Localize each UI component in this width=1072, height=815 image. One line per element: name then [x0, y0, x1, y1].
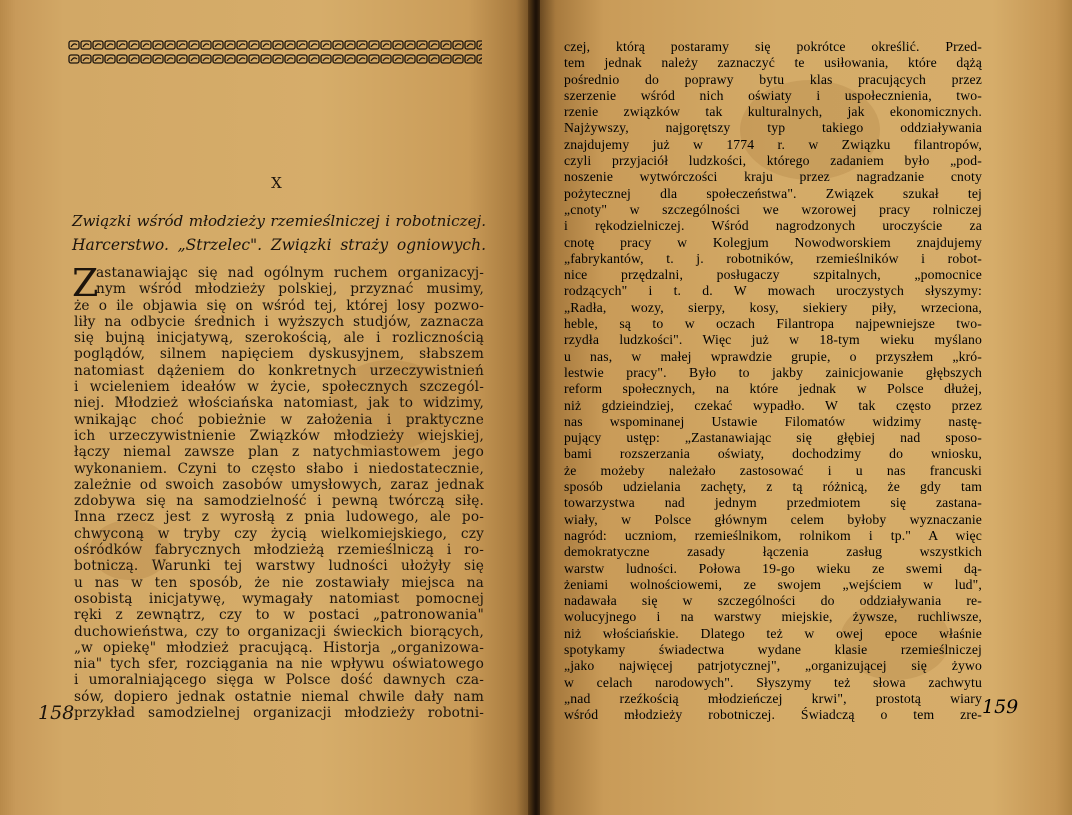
text-line: u nas w ten sposób, że nie zostawiały miejsca na [74, 574, 484, 591]
text-line: „fabrykantów, t. j. robotników, rzemieślników i robot- [564, 250, 982, 266]
left-page-body [72, 261, 484, 722]
text-line: szerzenie wśród nich oświaty i uspołecznienia, two- [564, 87, 982, 103]
text-line: ośródków fabrycznych młodzieżą rzemieślniczą i ro- [74, 542, 484, 559]
text-line: się bujną inicjatywą, szerokością, ale i rozlicznością [74, 330, 484, 347]
text-line: „cnoty" w szczególności we wzorowej pracy rolniczej [564, 201, 982, 217]
text-line: czyli przyjaciół ludzkości, którego zadaniem było „pod- [564, 153, 982, 169]
text-line: niż włościańskie. Dlatego też w owej epoce właśnie [564, 625, 982, 641]
text-line: „Radła, wozy, sierpy, kosy, siekiery piły, wrzeciona, [564, 299, 982, 315]
text-line: spotykamy świadectwa wydane klasie rzemieślniczej [564, 641, 982, 657]
ornament-border-top [68, 40, 482, 50]
text-line: Najżywszy, najgorętszy typ takiego oddziaływania [564, 120, 982, 136]
text-line: czej, którą postaramy się pokrótce określić. Przed- [564, 39, 982, 54]
text-line: wolucyjnego i na warstwy miejskie, żywsze, ruchliwsze, [564, 609, 982, 625]
text-line: demokratyczne zasady łączenia zasług wszystkich [564, 544, 982, 560]
right-page-body [564, 39, 982, 723]
text-line: Inna rzecz jest z wyrosłą z pnia ludowego, ale po- [74, 509, 484, 526]
page-number-right: 159 [982, 696, 1019, 718]
text-line: „w opiekę" młodzież pracującą. Historja „organizowa- [74, 639, 484, 656]
text-line: „nad rzeźkością młodzieńczej krwi", prostotą wiary [564, 690, 982, 706]
text-line: poglądów, silnem napięciem dyskusyjnem, słabszem [74, 346, 484, 363]
text-line: lestwie pracy". Było to jakby zainicjowanie głębszych [564, 364, 982, 380]
text-line: natomiast dążeniem do konkretnych urzeczywistnień [74, 362, 484, 379]
text-line: zdobywa się na samodzielność i pewną twórczą siłę. [74, 493, 484, 510]
text-line: botniczą. Warunki tej warstwy ludności ułożyły się [74, 558, 484, 575]
text-line: osobistą inicjatywę, wymagały natomiast pomocnej [74, 590, 484, 607]
drop-cap: Z [72, 261, 99, 305]
text-line: niej. Młodzież włościańska natomiast, jak to widzimy, [74, 395, 484, 412]
text-line: że możeby należało zastosować i u nas francuski [564, 462, 982, 478]
text-line: wykonaniem. Czyni to często słabo i niedostatecznie, [74, 460, 484, 477]
text-line: i umoralniającego sięga w Polsce dość dawnych cza- [74, 672, 484, 689]
page-number-left: 158 [38, 702, 75, 724]
text-line: przykład samodzielnej organizacji młodzieży robotni- [74, 705, 484, 722]
chapter-title-line-1: Związki wśród młodzieży rzemieślniczej i robotniczej. [72, 212, 486, 230]
text-line: warstw ludności. Połowa 19-go wieku ze swemi dą- [564, 560, 982, 576]
text-line: reform społecznych, na które jednak w Polsce dłużej, [564, 381, 982, 397]
text-line: i wcieleniem ideałów w życie, społecznych szczegól- [74, 379, 484, 396]
text-line: towarzystwa nad jednym przedmiotem się zastana- [564, 495, 982, 511]
text-line: wiały, w Polsce głównym celem byłoby wyznaczanie [564, 511, 982, 527]
ornament-border-bottom [68, 54, 482, 64]
text-line: niż gdzieindziej, czekać wypadło. W tak często przez [564, 397, 982, 413]
text-line: rodzących" i t. d. W mowach uroczystych słyszymy: [564, 283, 982, 299]
text-line: nym wśród młodzieży polskiej, przyznać musimy, [96, 281, 484, 298]
text-line: żeniami wolnościowemi, ze swojem „wejściem w lud", [564, 576, 982, 592]
text-line: że o ile objawia się on wśród tej, której losy pozwo- [74, 297, 484, 314]
text-line: sposób udzielania zachęty, z tą różnicą, że gdy tam [564, 479, 982, 495]
text-line: pożytecznej dla społeczeństwa". Związek szukał tej [564, 185, 982, 201]
text-line: bami rozszerzania oświaty, dochodzimy do wniosku, [564, 446, 982, 462]
text-line: „jako najwięcej patrjotycznej", „organizującej się żywo [564, 658, 982, 674]
text-line: chwyconą w tryby czy życią wielkomiejskiego, czy [74, 525, 484, 542]
text-line: ich urzeczywistnienie Związków młodzieży wiejskiej, [74, 427, 484, 444]
text-line: zależnie od swoich zasobów umysłowych, zaraz jednak [74, 476, 484, 493]
text-line: heble, są to w oczach Filantropa najpewniejsze two- [564, 316, 982, 332]
chapter-title-line-2: Harcerstwo. „Strzelec". Związki straży ogniowych. [72, 236, 486, 254]
text-line: duchowieństwa, czy to organizacji świeckich biorących, [74, 623, 484, 640]
text-line: astanawiając się nad ogólnym ruchem organizacyj- [96, 265, 484, 281]
text-line: rzydła ludzkości". Więc już w 18-tym wieku myślano [564, 332, 982, 348]
text-line: noszenie wytwórczości kraju przez nagradzanie cnoty [564, 169, 982, 185]
text-line: tem jednak należy zaznaczyć te usiłowania, które dążą [564, 55, 982, 71]
text-line: wśród młodzieży robotniczej. Świadczą o tem zre- [564, 707, 982, 723]
text-line: pujący ustęp: „Zastanawiając się głębiej nad sposo- [564, 430, 982, 446]
text-line: liły na odbycie średnich i wyższych studjów, zaznacza [74, 313, 484, 330]
text-line: nia" tych sfer, rozciągania na nie wpływu oświatowego [74, 656, 484, 673]
text-line: ręki z zewnątrz, czy to w postaci „patronowania" [74, 607, 484, 624]
text-line: znajdujemy już w 1774 r. w Związku filantropów, [564, 136, 982, 152]
text-line: rzenie związków tak kulturalnych, jak ekonomicznych. [564, 104, 982, 120]
text-line: w celach narodowych". Słyszymy też słowa zachwytu [564, 674, 982, 690]
text-line: pośrednio do poprawy bytu klas pracujących przez [564, 71, 982, 87]
text-line: nadawała się w szczególności do oddziaływania re- [564, 593, 982, 609]
text-line: nas wspominanej Ustawie Filomatów widzimy nastę- [564, 413, 982, 429]
left-page [0, 0, 532, 815]
text-line: nice przędzalni, posługaczy szpitalnych, „pomocnice [564, 267, 982, 283]
text-line: nagród: uczniom, rzemieślnikom, rolnikom i tp." A więc [564, 527, 982, 543]
chapter-number: X [271, 174, 283, 192]
text-line: cnotę pracy w Kolegjum Nowodworskiem znajdujemy [564, 234, 982, 250]
text-line: łączy niemal zawsze plan z natychmiastowem jego [74, 444, 484, 461]
text-line: u nas, w małej wprawdzie grupie, o przyszłem „kró- [564, 348, 982, 364]
text-line: sów, dopiero jednak ostatnie niemal chwile dały nam [74, 688, 484, 705]
text-line: wnikając choć pobieżnie w założenia i praktyczne [74, 411, 484, 428]
text-line: i rękodzielniczej. Wśród nagrodzonych uroczyście za [564, 218, 982, 234]
